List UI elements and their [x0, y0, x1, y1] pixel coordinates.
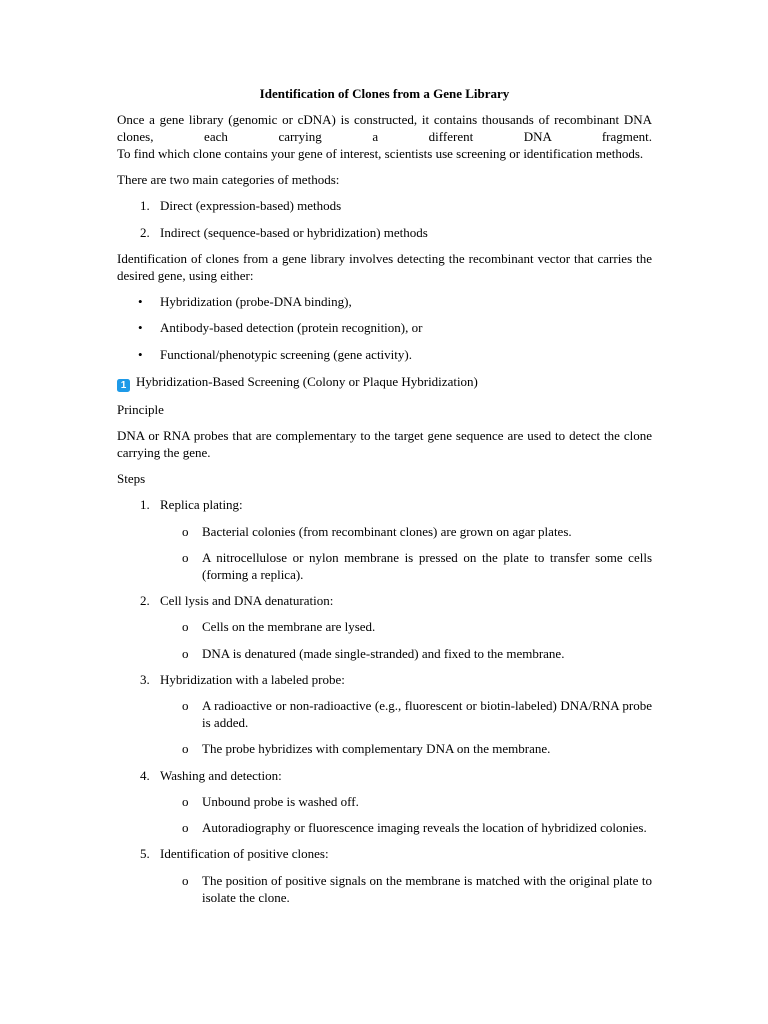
- sub-bullet-icon: o: [182, 820, 189, 836]
- step-detail-text: Autoradiography or fluorescence imaging reveals the location of hybridized colonies.: [202, 820, 647, 836]
- step-title: Cell lysis and DNA denaturation:: [160, 592, 334, 608]
- step-item: [117, 497, 652, 514]
- step-detail-text: Cells on the membrane are lysed.: [202, 619, 376, 635]
- principle-label: Principle: [117, 401, 164, 417]
- step-item: [117, 846, 652, 863]
- step-detail-text: Unbound probe is washed off.: [202, 793, 359, 809]
- principle-text: DNA or RNA probes that are complementary to the target gene sequence are used to detect the clone carrying the gene.: [117, 427, 652, 460]
- intro-line-1: Once a gene library (genomic or cDNA) is constructed, it contains thousands of recombinant DNA clones, each carrying a different DNA fragment.: [117, 112, 652, 145]
- approach-text: Antibody-based detection (protein recognition), or: [160, 320, 423, 336]
- sub-bullet-icon: o: [182, 741, 189, 757]
- step-detail: [117, 873, 652, 907]
- approach-item: [117, 347, 652, 364]
- section-heading-text: Hybridization-Based Screening (Colony or Plaque Hybridization): [136, 374, 478, 390]
- step-number: 1.: [140, 497, 150, 513]
- identification-paragraph: Identification of clones from a gene library involves detecting the recombinant vector that carries the desired gene, using either:: [117, 251, 652, 283]
- step-number: 4.: [140, 767, 150, 783]
- categories-intro: There are two main categories of methods:: [117, 172, 340, 188]
- bullet-icon: •: [138, 320, 143, 336]
- category-text: Direct (expression-based) methods: [160, 198, 342, 214]
- step-detail: [117, 619, 652, 636]
- category-item: [117, 225, 652, 242]
- document-title: Identification of Clones from a Gene Library: [259, 86, 510, 101]
- step-title: Replica plating:: [160, 497, 243, 513]
- approach-item: [117, 294, 652, 311]
- sub-bullet-icon: o: [182, 619, 189, 635]
- number-one-badge-icon: 1: [117, 379, 130, 392]
- step-detail: [117, 820, 652, 837]
- intro-paragraph: [117, 112, 652, 162]
- step-detail: [117, 794, 652, 811]
- step-detail-text: Bacterial colonies (from recombinant clones) are grown on agar plates.: [202, 523, 572, 539]
- document-page: [117, 86, 652, 916]
- step-detail-text: DNA is denatured (made single-stranded) and fixed to the membrane.: [202, 645, 565, 661]
- sub-bullet-icon: o: [182, 523, 189, 539]
- step-item: [117, 768, 652, 785]
- sub-bullet-icon: o: [182, 549, 189, 565]
- sub-bullet-icon: o: [182, 698, 189, 714]
- intro-line-2: To find which clone contains your gene of interest, scientists use screening or identification methods.: [117, 145, 644, 161]
- step-detail: [117, 646, 652, 663]
- step-detail-text: The position of positive signals on the membrane is matched with the original plate to isolate the clone.: [202, 872, 652, 905]
- step-detail: [117, 550, 652, 584]
- list-number: 1.: [140, 198, 150, 214]
- step-item: [117, 672, 652, 689]
- step-title: Washing and detection:: [160, 767, 282, 783]
- step-detail-text: A nitrocellulose or nylon membrane is pressed on the plate to transfer some cells (forming a replica).: [202, 549, 652, 582]
- bullet-icon: •: [138, 294, 143, 310]
- step-number: 2.: [140, 592, 150, 608]
- step-detail: [117, 698, 652, 732]
- category-text: Indirect (sequence-based or hybridization) methods: [160, 224, 428, 240]
- approach-text: Hybridization (probe-DNA binding),: [160, 294, 352, 310]
- step-detail-text: The probe hybridizes with complementary DNA on the membrane.: [202, 741, 551, 757]
- list-number: 2.: [140, 224, 150, 240]
- bullet-icon: •: [138, 346, 143, 362]
- step-detail: [117, 741, 652, 758]
- approach-item: [117, 320, 652, 337]
- step-number: 5.: [140, 846, 150, 862]
- step-title: Hybridization with a labeled probe:: [160, 671, 345, 687]
- step-detail: [117, 524, 652, 541]
- category-item: [117, 198, 652, 215]
- section-heading: [117, 373, 652, 392]
- step-title: Identification of positive clones:: [160, 846, 329, 862]
- sub-bullet-icon: o: [182, 793, 189, 809]
- step-number: 3.: [140, 671, 150, 687]
- approach-text: Functional/phenotypic screening (gene activity).: [160, 346, 412, 362]
- sub-bullet-icon: o: [182, 872, 189, 888]
- steps-label: Steps: [117, 470, 146, 486]
- step-item: [117, 593, 652, 610]
- sub-bullet-icon: o: [182, 645, 189, 661]
- step-detail-text: A radioactive or non-radioactive (e.g., fluorescent or biotin-labeled) DNA/RNA probe is added.: [202, 698, 652, 730]
